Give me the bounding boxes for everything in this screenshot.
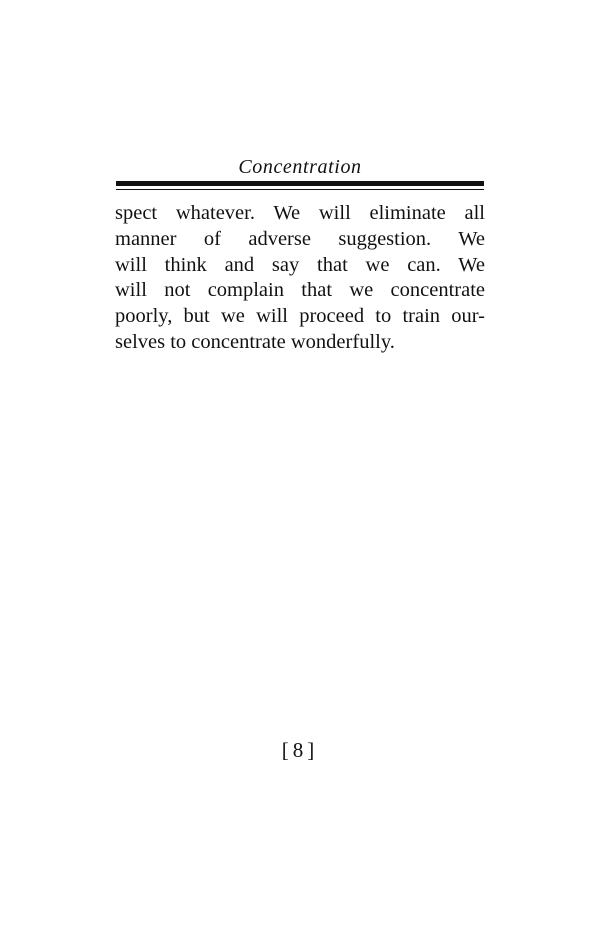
running-title: Concentration xyxy=(238,156,362,178)
page-number: [8] xyxy=(281,738,319,762)
header-rule-thin xyxy=(116,189,484,190)
text-line: will think and say that we can. We xyxy=(115,253,485,276)
body-paragraph xyxy=(115,201,485,356)
header-rule-thick xyxy=(116,181,484,186)
text-line: spect whatever. We will eliminate all xyxy=(115,202,485,224)
text-line: will not complain that we concentrate xyxy=(115,279,485,302)
text-line: selves to concentrate wonderfully. xyxy=(115,330,395,353)
text-line: poorly, but we will proceed to train our- xyxy=(115,305,485,328)
text-line: manner of adverse suggestion. We xyxy=(115,227,485,250)
